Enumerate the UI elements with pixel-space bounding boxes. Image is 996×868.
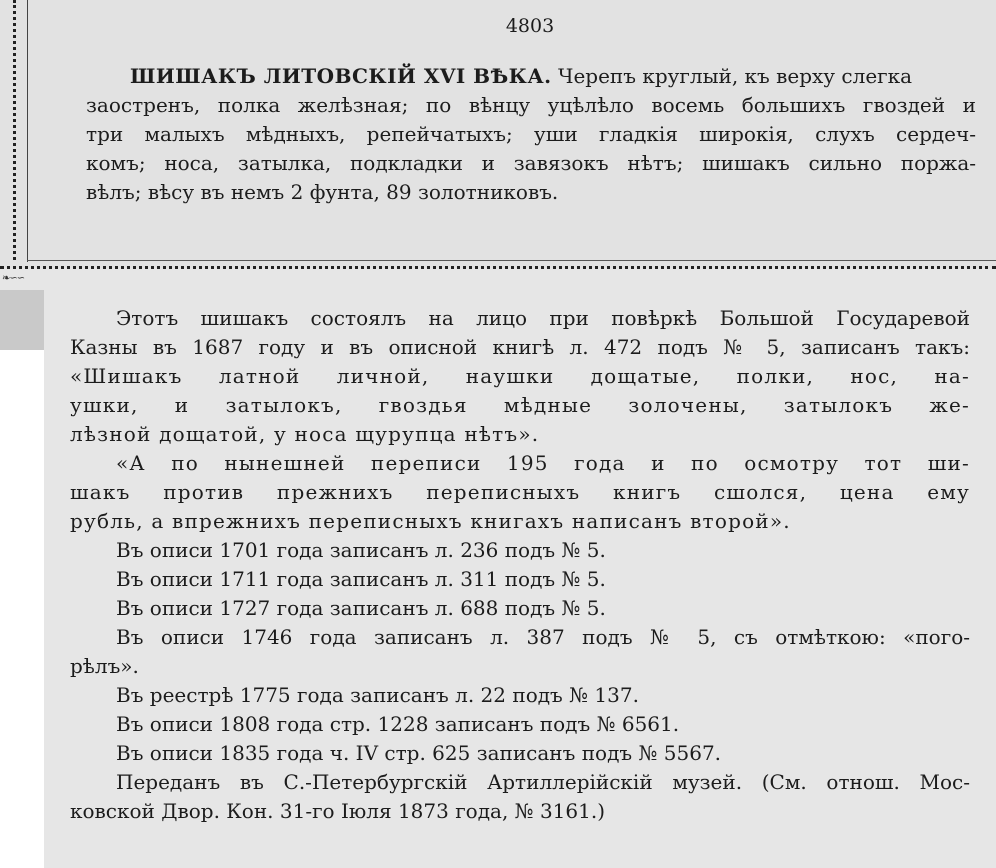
entry-line: комъ; носа, затылка, подкладки и завязокъ нѣтъ; шишакъ сильно поржа-: [86, 151, 976, 175]
paragraph-line: лѣзной дощатой, у носа щурупца нѣтъ».: [70, 422, 540, 446]
paragraph-line: шакъ против прежнихъ переписныхъ книгъ сшолся, цена ему: [70, 480, 970, 504]
record-line: Въ описи 1711 года записанъ л. 311 подъ № 5.: [116, 567, 606, 591]
frame-rule-bottom: [27, 260, 996, 261]
frame-dotted-border-left: [13, 0, 16, 260]
paragraph-line: ушки, и затылокъ, гвоздья мѣдные золочены, затылокъ же-: [70, 393, 970, 417]
catalog-entry: [86, 62, 976, 207]
entry-line: Черепъ круглый, къ верху слегка: [551, 64, 913, 88]
record-line: Въ описи 1808 года стр. 1228 записанъ подъ № 6561.: [116, 712, 680, 736]
entry-line: три малыхъ мѣдныхъ, репейчатыхъ; уши гладкія широкія, слухъ сердеч-: [86, 122, 976, 146]
frame-rule-left: [27, 0, 28, 262]
scan-blank-margin: [0, 350, 44, 868]
frame-ornament-icon: ❧∽∽: [2, 273, 25, 284]
entry-first-line: [86, 62, 976, 91]
paragraph-line: Этотъ шишакъ состоялъ на лицо при повѣркѣ Большой Государевой: [116, 306, 970, 330]
record-line: Въ описи 1701 года записанъ л. 236 подъ № 5.: [116, 538, 606, 562]
scan-margin-strip: [0, 290, 44, 350]
record-line: ковской Двор. Кон. 31-го Іюля 1873 года, № 3161.): [70, 799, 606, 823]
entry-line: заостренъ, полка желѣзная; по вѣнцу уцѣлѣло восемь большихъ гвоздей и: [86, 93, 976, 117]
page-number: 4803: [505, 15, 555, 37]
history-text: [70, 304, 970, 826]
paragraph-line: «А по нынешней переписи 195 года и по осмотру тот ши-: [116, 451, 970, 475]
record-line: Въ описи 1727 года записанъ л. 688 подъ № 5.: [116, 596, 606, 620]
entry-line: вѣлъ; вѣсу въ немъ 2 фунта, 89 золотниковъ.: [86, 180, 559, 204]
record-line: Въ описи 1835 года ч. IV стр. 625 записанъ подъ № 5567.: [116, 741, 722, 765]
entry-title: ШИШАКЪ ЛИТОВСКІЙ XVI ВѢКА.: [130, 64, 552, 88]
paragraph-line: Казны въ 1687 году и въ описной книгѣ л. 472 подъ № 5, записанъ такъ:: [70, 335, 970, 359]
paragraph-line: «Шишакъ латной личной, наушки дощатые, полки, нос, на-: [70, 364, 970, 388]
record-line: Переданъ въ С.-Петербургскій Артиллерійскій музей. (См. отнош. Мос-: [116, 770, 970, 794]
frame-dotted-border-bottom: [0, 266, 996, 269]
record-line: Въ описи 1746 года записанъ л. 387 подъ № 5, съ отмѣткою: «пого-: [116, 625, 970, 649]
record-line: рѣлъ».: [70, 654, 139, 678]
paragraph-line: рубль, а впрежнихъ переписныхъ книгахъ написанъ второй».: [70, 509, 791, 533]
record-line: Въ реестрѣ 1775 года записанъ л. 22 подъ № 137.: [116, 683, 639, 707]
